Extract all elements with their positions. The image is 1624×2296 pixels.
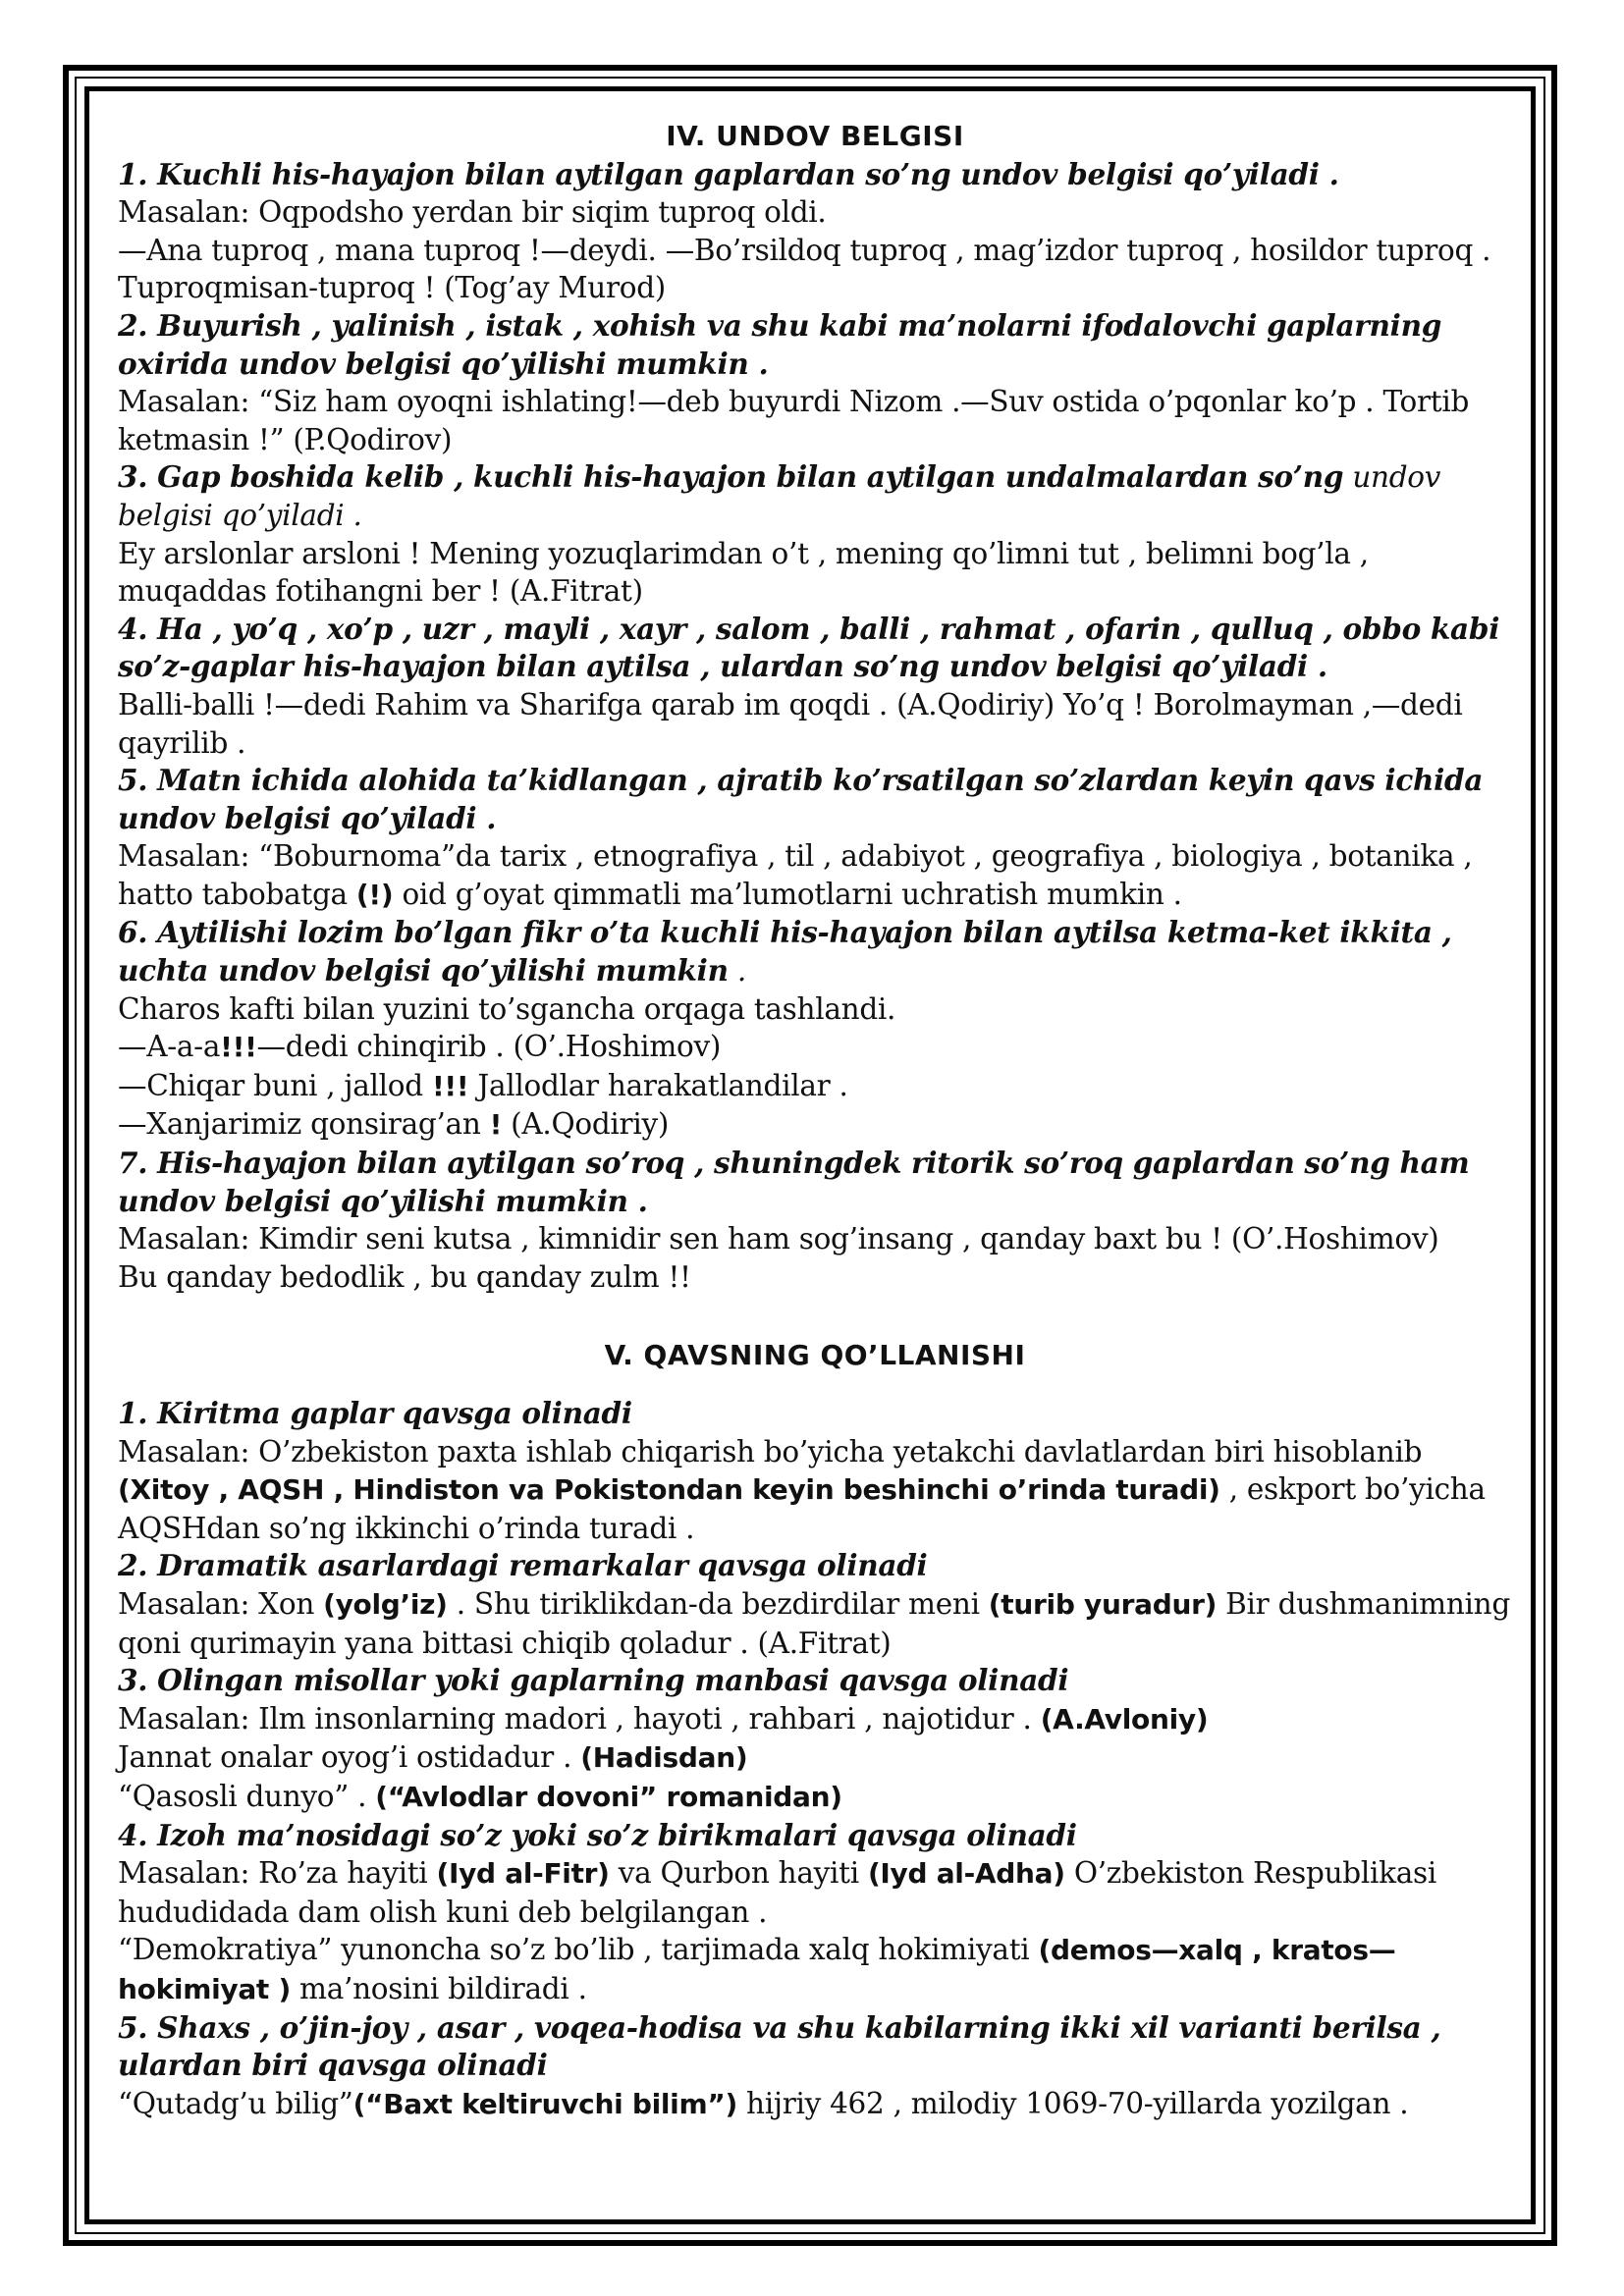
example-5-4-line2 xyxy=(118,1931,1512,2008)
example-4-6-line2 xyxy=(118,1028,1512,1067)
example-5-4-line2-paren: (demos—xalq , kratos—hokimiyat ) xyxy=(118,1934,1396,2005)
example-5-4-line2-c: ma’nosini bildiradi . xyxy=(290,1971,587,2005)
example-5-1-a: Masalan: O’zbekiston paxta ishlab chiqarish bo’yicha yetakchi davlatlardan biri hisoblanib xyxy=(118,1434,1423,1468)
rule-5-4: 4. Izoh ma’nosidagi so’z yoki so’z birikmalari qavsga olinadi xyxy=(118,1817,1077,1852)
rule-4-6-rest: . xyxy=(728,954,746,988)
example-4-5 xyxy=(118,837,1512,914)
rule-4-4: 4. Ha , yo’q , xo’p , uzr , mayli , xayr , salom , balli , rahmat , ofarin , qulluq , obbo kabi so’z-gaplar his-hayajon bilan aytilsa , ulardan so’ng undov belgisi qo’yiladi . xyxy=(118,611,1500,684)
rule-4-5: 5. Matn ichida alohida ta’kidlangan , ajratib ko’rsatilgan so’zlardan keyin qavs ichida undov belgisi qo’yiladi . xyxy=(118,763,1484,835)
example-5-4-line2-a: “Demokratiya” yunoncha so’z bo’lib , tarjimada xalq hokimiyati xyxy=(118,1933,1039,1967)
example-4-6-line4-b: (A.Qodiriy) xyxy=(502,1107,670,1142)
example-5-2-paren1: (yolg’iz) xyxy=(323,1587,448,1621)
example-5-3-line3-source: (“Avlodlar dovoni” romanidan) xyxy=(375,1780,842,1813)
example-5-4-line1-e: O’zbekiston Respublikasi hududidada dam olish kuni deb belgilangan . xyxy=(118,1856,1436,1929)
example-5-3-line2-a: Jannat onalar oyog’i ostidadur . xyxy=(118,1740,581,1775)
rule-4-7: 7. His-hayajon bilan aytilgan so’roq , shuningdek ritorik so’roq gaplardan so’ng ham undov belgisi qo’yilishi mumkin . xyxy=(118,1146,1470,1218)
example-5-4-line1-c: va Qurbon hayiti xyxy=(609,1856,868,1891)
example-5-5-c: hijriy 462 , milodiy 1069-70-yillarda yozilgan . xyxy=(736,2086,1409,2120)
example-4-6-line2-b: —dedi chinqirib . (O’.Hoshimov) xyxy=(256,1030,722,1064)
example-5-3-line2 xyxy=(118,1738,1512,1778)
example-4-1-line2: —Ana tuproq , mana tuproq !—deydi. —Bo’rsildoq tuproq , mag’izdor tuproq , hosildor tuproq . Tuproqmisan-tuproq ! (Tog’ay Murod) xyxy=(118,233,1491,305)
example-5-4-line1-a: Masalan: Ro’za hayiti xyxy=(118,1856,437,1891)
rule-4-2: 2. Buyurish , yalinish , istak , xohish va shu kabi ma’nolarni ifodalovchi gaplarning oxirida undov belgisi qo’yilishi mumkin . xyxy=(118,307,1442,381)
example-4-6-line4-mark: ! xyxy=(489,1108,503,1142)
example-5-2-e: Bir dushmanimning qoni qurimayin yana bittasi chiqib qoladur . (A.Fitrat) xyxy=(118,1586,1510,1660)
rule-4-1: 1. Kuchli his-hayajon bilan aytilgan gaplardan so’ng undov belgisi qo’yiladi . xyxy=(118,156,1339,191)
example-5-2-a: Masalan: Xon xyxy=(118,1586,324,1621)
example-4-6-line3-a: —Chiqar buni , jallod xyxy=(118,1068,432,1102)
section-5-heading: V. QAVSNING QO’LLANISHI xyxy=(604,1339,1026,1372)
example-5-1-c: , eskport bo’yicha AQSHdan so’ng ikkinchi o’rinda turadi . xyxy=(118,1472,1486,1545)
rule-4-6 xyxy=(118,914,1512,989)
example-5-2-paren2: (turib yuradur) xyxy=(988,1587,1218,1621)
section-4-heading: IV. UNDOV BELGISI xyxy=(666,120,964,152)
rule-5-2: 2. Dramatik asarlardagi remarkalar qavsga olinadi xyxy=(118,1548,928,1583)
example-5-1-paren: (Xitoy , AQSH , Hindiston va Pokistondan keyin beshinchi o’rinda turadi) xyxy=(118,1473,1220,1507)
heading-spacer xyxy=(118,1375,1512,1395)
example-4-5-b: oid g’oyat qimmatli ma’lumotlarni uchratish mumkin . xyxy=(393,877,1182,911)
example-5-5-a: “Qutadg’u bilig” xyxy=(118,2086,353,2120)
example-5-2-c: . Shu tiriklikdan-da bezdirdilar meni xyxy=(447,1586,989,1621)
example-4-4: Balli-balli !—dedi Rahim va Sharifga qarab im qoqdi . (A.Qodiriy) Yo’q ! Borolmayman ,—dedi qayrilib . xyxy=(118,687,1463,760)
example-4-3: Ey arslonlar arsloni ! Mening yozuqlarimdan o’t , mening qo’limni tut , belimni bog’la , muqaddas fotihangni ber ! (A.Fitrat) xyxy=(118,536,1369,609)
rule-4-3-bold: 3. Gap boshida kelib , kuchli his-hayajon bilan aytilgan undalmalardan so’ng xyxy=(118,459,1344,495)
example-4-5-mark: (!) xyxy=(355,878,394,911)
example-5-1 xyxy=(118,1433,1512,1548)
rule-4-6-bold: 6. Aytilishi lozim bo’lgan fikr o’ta kuchli his-hayajon bilan aytilsa ketma-ket ikkita , uchta undov belgisi qo’yilishi mumkin xyxy=(118,915,1452,988)
example-5-3-line1 xyxy=(118,1700,1512,1739)
rule-4-3 xyxy=(118,458,1512,534)
example-4-6-line2-mark: !!! xyxy=(220,1031,257,1064)
example-4-6-line1: Charos kafti bilan yuzini to’sgancha orqaga tashlandi. xyxy=(118,991,896,1026)
example-4-1-line1: Masalan: Oqpodsho yerdan bir siqim tuproq oldi. xyxy=(118,195,827,230)
section-spacer xyxy=(118,1296,1512,1337)
rule-5-5: 5. Shaxs , o’jin-joy , asar , voqea-hodisa va shu kabilarning ikki xil varianti berilsa , ulardan biri qavsga olinadi xyxy=(118,2009,1441,2083)
example-5-2 xyxy=(118,1585,1512,1662)
example-5-3-line1-a: Masalan: Ilm insonlarning madori , hayoti , rahbari , najotidur . xyxy=(118,1701,1041,1735)
example-5-3-line3-a: “Qasosli dunyo” . xyxy=(118,1779,376,1813)
example-5-5 xyxy=(118,2085,1512,2124)
example-5-3-line2-source: (Hadisdan) xyxy=(580,1741,748,1775)
example-5-4-line1 xyxy=(118,1854,1512,1931)
example-5-3-line3 xyxy=(118,1778,1512,1817)
example-4-6-line2-a: —A-a-a xyxy=(118,1030,221,1064)
rule-5-3: 3. Olingan misollar yoki gaplarning manbasi qavsga olinadi xyxy=(118,1663,1069,1698)
rule-5-1: 1. Kiritma gaplar qavsga olinadi xyxy=(118,1396,632,1430)
example-4-6-line4-a: —Xanjarimiz qonsirag’an xyxy=(118,1107,490,1142)
example-4-5-a: Masalan: “Boburnoma”da tarix , etnografiya , til , adabiyot , geografiya , biologiya , botanika , hatto tabobatga xyxy=(118,839,1473,911)
example-4-6-line4 xyxy=(118,1105,1512,1145)
example-5-4-line1-paren1: (Iyd al-Fitr) xyxy=(436,1857,610,1891)
example-4-7-line2: Bu qanday bedodlik , bu qanday zulm !! xyxy=(118,1259,691,1294)
example-4-6-line3 xyxy=(118,1067,1512,1106)
example-5-4-line1-paren2: (Iyd al-Adha) xyxy=(867,1857,1065,1891)
example-4-6-line3-b: Jallodlar harakatlandilar . xyxy=(468,1068,848,1102)
example-4-7-line1: Masalan: Kimdir seni kutsa , kimnidir sen ham sog’insang , qanday baxt bu ! (O’.Hoshimov) xyxy=(118,1222,1439,1256)
example-5-3-line1-source: (A.Avloniy) xyxy=(1040,1702,1209,1735)
rule-4-3-rest: undov belgisi qo’yiladi . xyxy=(118,460,1441,532)
example-5-5-paren: (“Baxt keltiruvchi bilim”) xyxy=(352,2087,737,2120)
document-body xyxy=(118,118,1512,2123)
example-4-2: Masalan: “Siz ham oyoqni ishlating!—deb buyurdi Nizom .—Suv ostida o’pqonlar ko’p . Tortib ketmasin !” (P.Qodirov) xyxy=(118,385,1470,456)
example-4-6-line3-mark: !!! xyxy=(431,1069,469,1102)
